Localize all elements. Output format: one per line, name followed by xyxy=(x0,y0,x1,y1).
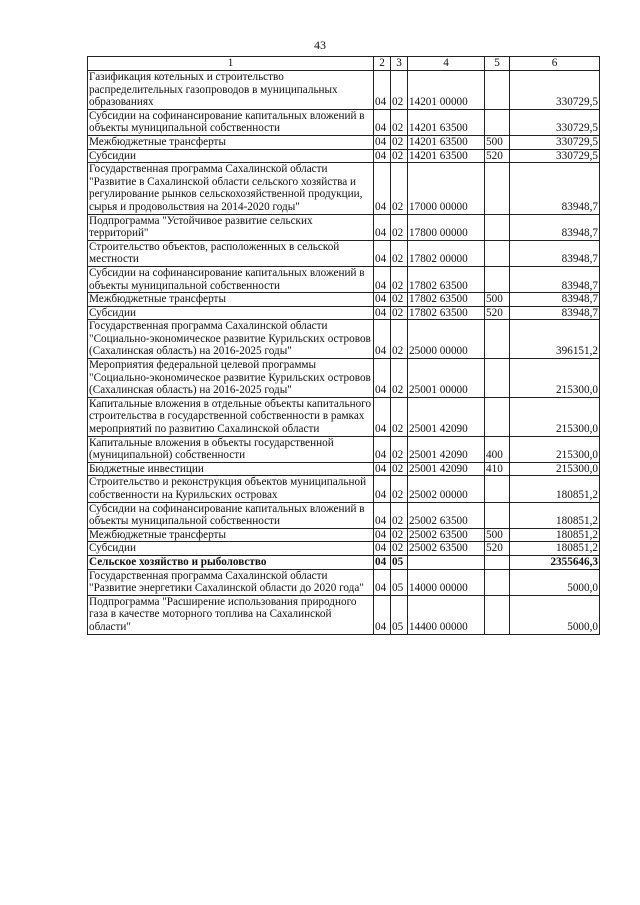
row-expense-type xyxy=(485,595,510,634)
row-expense-type xyxy=(485,214,510,240)
row-expense-type: 520 xyxy=(485,542,510,556)
row-subsection: 02 xyxy=(391,293,408,307)
row-section: 04 xyxy=(374,266,391,292)
row-subsection: 02 xyxy=(391,476,408,502)
row-expense-type xyxy=(485,266,510,292)
row-target-article: 14400 00000 xyxy=(408,595,485,634)
row-subsection: 02 xyxy=(391,214,408,240)
column-header-name: 1 xyxy=(88,57,374,71)
row-amount: 180851,2 xyxy=(510,476,600,502)
column-header-subsection: 3 xyxy=(391,57,408,71)
row-name: Капитальные вложения в отдельные объекты капитального строительства в государственной собственности в рамках мероприятий по развитию Сахалинской области xyxy=(88,397,374,436)
table-row xyxy=(88,320,600,359)
row-subsection: 02 xyxy=(391,502,408,528)
row-target-article: 17802 63500 xyxy=(408,306,485,320)
row-target-article: 25001 42090 xyxy=(408,397,485,436)
row-expense-type xyxy=(485,397,510,436)
row-section: 04 xyxy=(374,135,391,149)
row-name: Субсидии на софинансирование капитальных вложений в объекты муниципальной собственности xyxy=(88,109,374,135)
row-expense-type xyxy=(485,163,510,214)
table-row xyxy=(88,240,600,266)
row-name: Строительство объектов, расположенных в сельской местности xyxy=(88,240,374,266)
column-header-section: 2 xyxy=(374,57,391,71)
row-expense-type xyxy=(485,555,510,569)
row-target-article: 25002 63500 xyxy=(408,502,485,528)
row-amount: 180851,2 xyxy=(510,528,600,542)
row-target-article: 25002 00000 xyxy=(408,476,485,502)
row-subsection: 02 xyxy=(391,306,408,320)
row-subsection: 02 xyxy=(391,240,408,266)
row-section: 04 xyxy=(374,436,391,462)
row-amount: 5000,0 xyxy=(510,595,600,634)
row-subsection: 02 xyxy=(391,71,408,110)
column-header-expense-type: 5 xyxy=(485,57,510,71)
header-row xyxy=(88,57,600,71)
row-name: Капитальные вложения в объекты государственной (муниципальной) собственности xyxy=(88,436,374,462)
row-subsection: 02 xyxy=(391,397,408,436)
row-section: 04 xyxy=(374,542,391,556)
row-expense-type xyxy=(485,320,510,359)
row-expense-type: 400 xyxy=(485,436,510,462)
row-name: Субсидии на софинансирование капитальных вложений в объекты муниципальной собственности xyxy=(88,266,374,292)
row-name: Государственная программа Сахалинской области "Развитие в Сахалинской области сельского хозяйства и регулирование рынков сельскохозяйственной продукции, сырья и продовольствия на 2014-2020 годы" xyxy=(88,163,374,214)
row-subsection: 02 xyxy=(391,135,408,149)
row-target-article: 14000 00000 xyxy=(408,569,485,595)
row-name: Межбюджетные трансферты xyxy=(88,528,374,542)
row-amount: 83948,7 xyxy=(510,240,600,266)
row-section: 04 xyxy=(374,240,391,266)
row-subsection: 02 xyxy=(391,320,408,359)
row-target-article: 25000 00000 xyxy=(408,320,485,359)
row-expense-type xyxy=(485,240,510,266)
row-name: Подпрограмма "Расширение использования природного газа в качестве моторного топлива на Сахалинской области" xyxy=(88,595,374,634)
row-subsection: 02 xyxy=(391,542,408,556)
page-number: 43 xyxy=(314,38,326,52)
row-name: Субсидии xyxy=(88,542,374,556)
row-amount: 2355646,3 xyxy=(510,555,600,569)
row-section: 04 xyxy=(374,109,391,135)
row-name: Бюджетные инвестиции xyxy=(88,462,374,476)
row-expense-type: 500 xyxy=(485,135,510,149)
row-amount: 215300,0 xyxy=(510,436,600,462)
table-row xyxy=(88,149,600,163)
row-subsection: 02 xyxy=(391,359,408,398)
row-section: 04 xyxy=(374,502,391,528)
table-row xyxy=(88,555,600,569)
row-subsection: 02 xyxy=(391,109,408,135)
row-name: Государственная программа Сахалинской области "Социально-экономическое развитие Курильских островов (Сахалинская область) на 2016-2025 годы" xyxy=(88,320,374,359)
row-section: 04 xyxy=(374,476,391,502)
row-amount: 330729,5 xyxy=(510,71,600,110)
row-name: Субсидии на софинансирование капитальных вложений в объекты муниципальной собственности xyxy=(88,502,374,528)
row-target-article: 25002 63500 xyxy=(408,542,485,556)
row-section: 04 xyxy=(374,320,391,359)
row-subsection: 02 xyxy=(391,462,408,476)
row-section: 04 xyxy=(374,214,391,240)
row-amount: 83948,7 xyxy=(510,306,600,320)
row-target-article: 17802 63500 xyxy=(408,266,485,292)
table-row xyxy=(88,135,600,149)
row-expense-type: 500 xyxy=(485,528,510,542)
row-target-article: 17800 00000 xyxy=(408,214,485,240)
row-subsection: 05 xyxy=(391,595,408,634)
row-expense-type xyxy=(485,71,510,110)
table-body xyxy=(88,71,600,635)
table-row xyxy=(88,306,600,320)
table-row xyxy=(88,71,600,110)
row-expense-type xyxy=(485,502,510,528)
row-name: Субсидии xyxy=(88,149,374,163)
row-amount: 215300,0 xyxy=(510,397,600,436)
budget-table xyxy=(87,56,600,635)
row-expense-type xyxy=(485,569,510,595)
table-row xyxy=(88,214,600,240)
row-target-article: 25001 42090 xyxy=(408,436,485,462)
row-section: 04 xyxy=(374,528,391,542)
row-section: 04 xyxy=(374,71,391,110)
row-subsection: 05 xyxy=(391,555,408,569)
row-subsection: 02 xyxy=(391,528,408,542)
table-row xyxy=(88,476,600,502)
table-row xyxy=(88,436,600,462)
table-row xyxy=(88,109,600,135)
row-target-article: 25001 42090 xyxy=(408,462,485,476)
row-section: 04 xyxy=(374,397,391,436)
table-row xyxy=(88,266,600,292)
row-name: Газификация котельных и строительство распределительных газопроводов в муниципальных образованиях xyxy=(88,71,374,110)
table-row xyxy=(88,462,600,476)
row-amount: 5000,0 xyxy=(510,569,600,595)
row-amount: 330729,5 xyxy=(510,135,600,149)
row-expense-type xyxy=(485,109,510,135)
row-amount: 180851,2 xyxy=(510,542,600,556)
row-section: 04 xyxy=(374,163,391,214)
row-amount: 330729,5 xyxy=(510,109,600,135)
column-header-target-article: 4 xyxy=(408,57,485,71)
row-amount: 83948,7 xyxy=(510,163,600,214)
row-name: Мероприятия федеральной целевой программы "Социально-экономическое развитие Курильских островов (Сахалинская область) на 2016-2025 годы" xyxy=(88,359,374,398)
row-expense-type: 520 xyxy=(485,149,510,163)
row-expense-type: 500 xyxy=(485,293,510,307)
row-section: 04 xyxy=(374,306,391,320)
row-amount: 215300,0 xyxy=(510,462,600,476)
row-target-article: 17802 63500 xyxy=(408,293,485,307)
row-target-article: 14201 63500 xyxy=(408,135,485,149)
row-target-article xyxy=(408,555,485,569)
row-subsection: 02 xyxy=(391,436,408,462)
row-expense-type xyxy=(485,359,510,398)
row-target-article: 14201 00000 xyxy=(408,71,485,110)
table-row xyxy=(88,163,600,214)
table-row xyxy=(88,397,600,436)
row-section: 04 xyxy=(374,569,391,595)
row-amount: 396151,2 xyxy=(510,320,600,359)
table-row xyxy=(88,542,600,556)
row-target-article: 25001 00000 xyxy=(408,359,485,398)
table-row xyxy=(88,595,600,634)
row-expense-type: 520 xyxy=(485,306,510,320)
row-subsection: 02 xyxy=(391,149,408,163)
table-row xyxy=(88,293,600,307)
table-row xyxy=(88,502,600,528)
row-section: 04 xyxy=(374,149,391,163)
row-section: 04 xyxy=(374,595,391,634)
row-target-article: 25002 63500 xyxy=(408,528,485,542)
row-section: 04 xyxy=(374,555,391,569)
table-row xyxy=(88,359,600,398)
row-name: Межбюджетные трансферты xyxy=(88,135,374,149)
row-name: Государственная программа Сахалинской области "Развитие энергетики Сахалинской области до 2020 года" xyxy=(88,569,374,595)
row-target-article: 17000 00000 xyxy=(408,163,485,214)
row-amount: 215300,0 xyxy=(510,359,600,398)
row-name: Межбюджетные трансферты xyxy=(88,293,374,307)
row-subsection: 02 xyxy=(391,163,408,214)
row-name: Подпрограмма "Устойчивое развитие сельских территорий" xyxy=(88,214,374,240)
table-row xyxy=(88,528,600,542)
table-row xyxy=(88,569,600,595)
row-target-article: 14201 63500 xyxy=(408,109,485,135)
row-section: 04 xyxy=(374,462,391,476)
row-name: Строительство и реконструкция объектов муниципальной собственности на Курильских островах xyxy=(88,476,374,502)
row-section: 04 xyxy=(374,293,391,307)
row-target-article: 14201 63500 xyxy=(408,149,485,163)
row-section: 04 xyxy=(374,359,391,398)
row-amount: 83948,7 xyxy=(510,293,600,307)
row-name: Сельское хозяйство и рыболовство xyxy=(88,555,374,569)
row-target-article: 17802 00000 xyxy=(408,240,485,266)
row-name: Субсидии xyxy=(88,306,374,320)
row-amount: 83948,7 xyxy=(510,214,600,240)
column-header-amount: 6 xyxy=(510,57,600,71)
row-amount: 83948,7 xyxy=(510,266,600,292)
row-subsection: 02 xyxy=(391,266,408,292)
row-expense-type: 410 xyxy=(485,462,510,476)
row-subsection: 05 xyxy=(391,569,408,595)
row-expense-type xyxy=(485,476,510,502)
row-amount: 330729,5 xyxy=(510,149,600,163)
row-amount: 180851,2 xyxy=(510,502,600,528)
